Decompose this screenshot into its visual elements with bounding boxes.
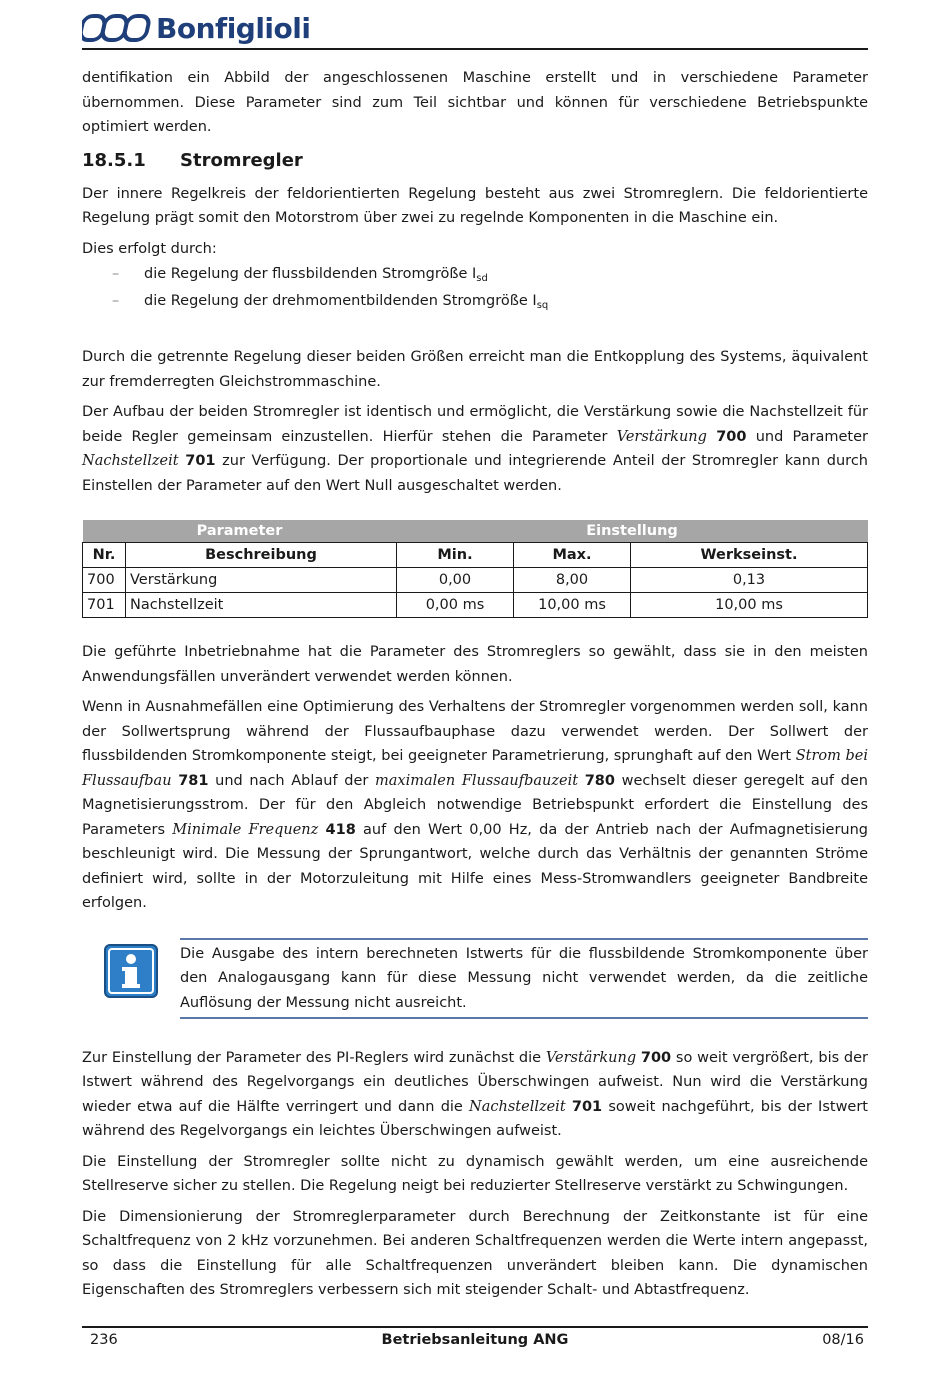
paragraph-1: Der innere Regelkreis der feldorientierten Regelung besteht aus zwei Stromreglern. Die feldorientierte Regelung prägt somit den Motorstrom über zwei zu regelnde Komponenten in die Maschine ein. bbox=[82, 185, 868, 226]
col-min: Min. bbox=[397, 543, 514, 568]
section-heading bbox=[82, 146, 868, 176]
col-max: Max. bbox=[514, 543, 631, 568]
page-header bbox=[82, 8, 868, 50]
param-name: Minimale Frequenz bbox=[172, 821, 319, 838]
intro-paragraph: dentifikation ein Abbild der angeschlossenen Maschine erstellt und in verschiedene Parameter übernommen. Diese Parameter sind zum Teil sichtbar und können für verschiedene Betriebspunkte optimiert werden. bbox=[82, 70, 868, 135]
list-item: – die Regelung der drehmomentbildenden Stromgröße $I_{sq}$ bbox=[82, 290, 868, 317]
paragraph-9: Die Dimensionierung der Stromreglerparameter durch Berechnung der Zeitkonstante ist für eine Schaltfrequenz von 2 kHz vorzunehmen. Bei anderen Schaltfrequenzen werden die Werte intern angepasst, so dass die Einstellung für alle Schaltfrequenzen unverändert bleiben kann. Die dynamischen Eigenschaften des Stromreglers verbessern sich mit steigender Schalt- und Abtastfrequenz. bbox=[82, 1208, 868, 1298]
paragraph-3: Durch die getrennte Regelung dieser beiden Größen erreicht man die Entkopplung des Systems, äquivalent zur fremderregten Gleichstrommaschine. bbox=[82, 349, 868, 390]
paragraph-8: Die Einstellung der Stromregler sollte nicht zu dynamisch gewählt werden, um eine ausreichende Stellreserve sicher zu stellen. Die Regelung neigt bei reduzierter Stellreserve verstärkt zu Schwingungen. bbox=[82, 1153, 868, 1194]
page-number: 236 bbox=[90, 1332, 118, 1348]
logo-text: Bonfiglioli bbox=[156, 11, 311, 45]
parameter-table bbox=[82, 520, 868, 618]
document-title: Betriebsanleitung ANG bbox=[381, 1332, 569, 1348]
page-footer bbox=[82, 1326, 868, 1356]
param-name: maximalen Flussaufbauzeit bbox=[375, 772, 579, 789]
info-icon bbox=[104, 944, 158, 998]
col-beschreibung: Beschreibung bbox=[126, 543, 397, 568]
section-number: 18.5.1 bbox=[82, 149, 146, 171]
dash-marker: – bbox=[112, 293, 120, 309]
param-number: 781 bbox=[178, 772, 209, 789]
section-title: Stromregler bbox=[180, 149, 303, 171]
param-number: 701 bbox=[571, 1098, 603, 1115]
paragraph-7: Zur Einstellung der Parameter des PI-Reglers wird zunächst die Verstärkung 700 so weit vergrößert, bis der Istwert während des Regelvorgangs ein deutliches Überschwingen aufweist. Nun wird die Verstärkung wieder etwa auf die Hälfte verringert und dann die Nachstellzeit 701 soweit nachgeführt, bis der Istwert während des Regelvorgangs ein leichtes Überschwingen aufweist. bbox=[82, 1049, 869, 1139]
table-row: 701 Nachstellzeit 0,00 ms 10,00 ms 10,00 ms bbox=[83, 593, 868, 618]
table-group-header bbox=[83, 520, 868, 543]
info-text: Die Ausgabe des intern berechneten Istwerts für die flussbildende Stromkomponente über den Analogausgang kann für diese Messung nicht verwendet werden, da die zeitliche Auflösung der Messung nicht ausreicht. bbox=[180, 945, 868, 1011]
param-number: 701 bbox=[185, 453, 216, 469]
param-number: 780 bbox=[584, 772, 615, 789]
paragraph-2: Dies erfolgt durch: bbox=[82, 240, 217, 257]
bullet-list bbox=[82, 263, 868, 317]
bonfiglioli-logo bbox=[82, 10, 310, 46]
param-name: Nachstellzeit bbox=[469, 1098, 566, 1115]
document-body bbox=[82, 66, 868, 1309]
group-einstellung: Einstellung bbox=[397, 520, 868, 543]
info-box bbox=[82, 938, 868, 1018]
param-number: 418 bbox=[325, 821, 356, 838]
param-name: Verstärkung bbox=[616, 428, 707, 445]
param-name: Nachstellzeit bbox=[82, 453, 179, 469]
col-nr: Nr. bbox=[83, 543, 126, 568]
paragraph-4: Der Aufbau der beiden Stromregler ist identisch und ermöglicht, die Verstärkung sowie die Nachstellzeit für beide Regler gemeinsam einzustellen. Hierfür stehen die Parameter Verstärkung 700 und Parameter Nachstellzeit 701 zur Verfügung. Der proportionale und integrierende Anteil der Stromregler kann durch Einstellen der Parameter auf den Wert Null ausgeschaltet werden. bbox=[82, 404, 868, 494]
table-row: 700 Verstärkung 0,00 8,00 0,13 bbox=[83, 568, 868, 593]
paragraph-6: Wenn in Ausnahmefällen eine Optimierung des Verhaltens der Stromregler vorgenommen werden soll, kann der Sollwertsprung während der Flussaufbauphase dazu verwendet werden. Der Sollwert der flussbildenden Stromkomponente steigt, bei geeigneter Parametrierung, sprunghaft auf den Wert Strom bei Flussaufbau 781 und nach Ablauf der maximalen Flussaufbauzeit 780 wechselt dieser geregelt auf den Magnetisierungsstrom. Der für den Abgleich notwendige Betriebspunkt erfordert die Einstellung des Parameters Minimale Frequenz 418 auf den Wert 0,00 Hz, da der Antrieb nach der Aufmagnetisierung beschleunigt wird. Die Messung der Sprungantwort, welche durch das Verhältnis der genannten Ströme definiert wird, sollte in der Motorzuleitung mit Hilfe eines Mess-Stromwandlers geeigneter Bandbreite erfolgen. bbox=[82, 699, 869, 911]
param-name: Verstärkung bbox=[545, 1049, 637, 1066]
col-werkseinst: Werkseinst. bbox=[631, 543, 868, 568]
list-item: – die Regelung der flussbildenden Stromgröße $I_{sd}$ bbox=[82, 263, 868, 290]
param-number: 700 bbox=[716, 428, 747, 445]
info-text-frame bbox=[180, 938, 868, 1020]
logo-mark-icon bbox=[82, 12, 152, 44]
param-number: 700 bbox=[640, 1049, 672, 1066]
document-date: 08/16 bbox=[822, 1332, 864, 1348]
group-parameter: Parameter bbox=[83, 520, 397, 543]
dash-marker: – bbox=[112, 266, 120, 282]
paragraph-5: Die geführte Inbetriebnahme hat die Parameter des Stromreglers so gewählt, dass sie in den meisten Anwendungsfällen unverändert verwendet werden können. bbox=[82, 644, 868, 685]
param-name: Strom bei Flussaufbau bbox=[82, 748, 869, 789]
table-header-row bbox=[83, 543, 868, 568]
